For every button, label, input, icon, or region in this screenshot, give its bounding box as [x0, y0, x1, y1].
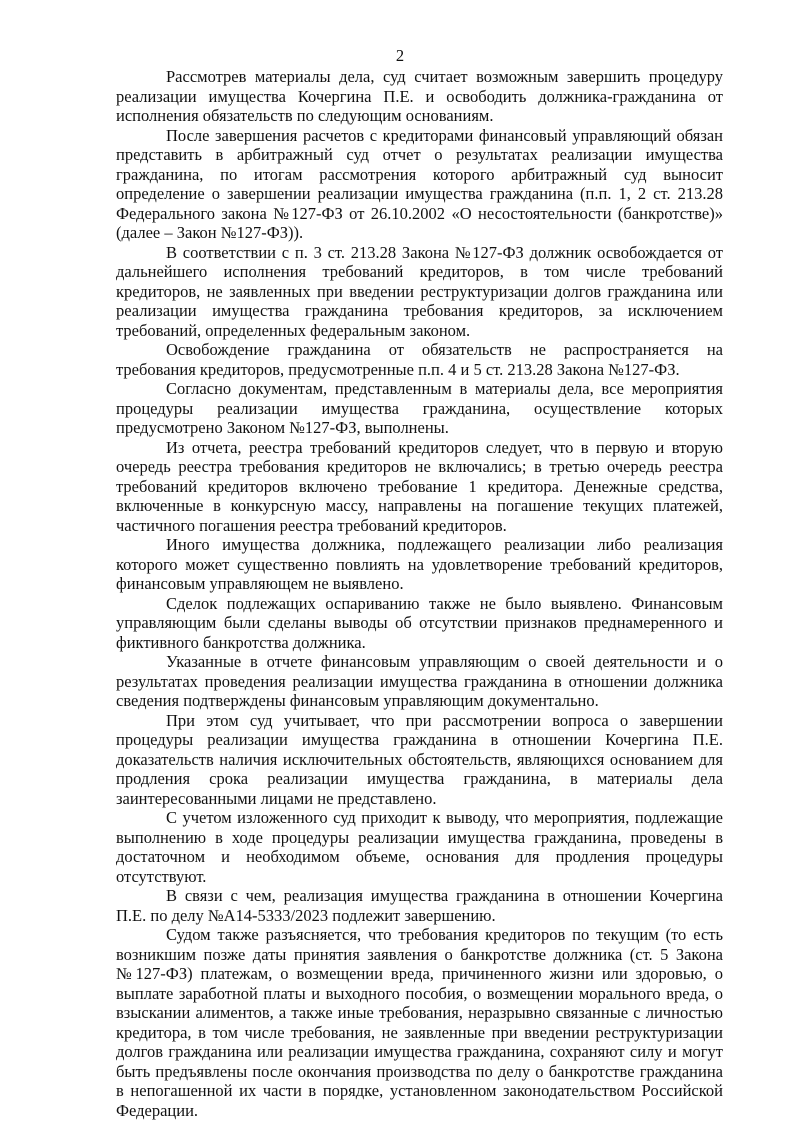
- paragraph: Освобождение гражданина от обязательств не распространяется на требования кредиторов, предусмотренные п.п. 4 и 5 ст. 213.28 Закона №127-ФЗ.: [116, 340, 723, 379]
- page-number: 2: [395, 46, 405, 65]
- document-body: [116, 67, 723, 1120]
- paragraph: С учетом изложенного суд приходит к выводу, что мероприятия, подлежащие выполнению в ходе процедуры реализации имущества гражданина, проведены в достаточном и необходимом объеме, основания для продления процедуры отсутствуют.: [116, 808, 723, 886]
- paragraph: В соответствии с п. 3 ст. 213.28 Закона №127-ФЗ должник освобождается от дальнейшего исполнения требований кредиторов, в том числе требований кредиторов, не заявленных при введении реструктуризации долгов гражданина или реализации имущества гражданина требования кредиторов, за исключением требований, определенных федеральным законом.: [116, 242, 723, 340]
- paragraph: Указанные в отчете финансовым управляющим о своей деятельности и о результатах проведения реализации имущества гражданина в отношении должника сведения подтверждены финансовым управляющим документально.: [116, 652, 723, 710]
- paragraph: Из отчета, реестра требований кредиторов следует, что в первую и вторую очередь реестра требования кредиторов не включались; в третью очередь реестра требований кредиторов включено требование 1 кредитора. Денежные средства, включенные в конкурсную массу, направлены на погашение текущих платежей, частичного погашения реестра требований кредиторов.: [116, 437, 723, 535]
- paragraph: При этом суд учитывает, что при рассмотрении вопроса о завершении процедуры реализации имущества гражданина в отношении Кочергина П.Е. доказательств наличия исключительных обстоятельств, являющихся основанием для продления срока реализации имущества гражданина, в материалы дела заинтересованными лицами не представлено.: [116, 710, 723, 808]
- paragraph: Согласно документам, представленным в материалы дела, все мероприятия процедуры реализации имущества гражданина, осуществление которых предусмотрено Законом №127-ФЗ, выполнены.: [116, 379, 723, 437]
- paragraph: Судом также разъясняется, что требования кредиторов по текущим (то есть возникшим позже даты принятия заявления о банкротстве должника (ст. 5 Закона №127-ФЗ) платежам, о возмещении вреда, причиненного жизни или здоровью, о выплате заработной платы и выходного пособия, о возмещении морального вреда, о взыскании алиментов, а также иные требования, неразрывно связанные с личностью кредитора, в том числе требования, не заявленные при введении реструктуризации долгов гражданина или реализации имущества гражданина, сохраняют силу и могут быть предъявлены после окончания производства по делу о банкротстве гражданина в непогашенной их части в порядке, установленном законодательством Российской Федерации.: [116, 925, 723, 1120]
- paragraph: Сделок подлежащих оспариванию также не было выявлено. Финансовым управляющим были сделаны выводы об отсутствии признаков преднамеренного и фиктивного банкротства должника.: [116, 593, 723, 652]
- paragraph: В связи с чем, реализация имущества гражданина в отношении Кочергина П.Е. по делу №А14-5333/2023 подлежит завершению.: [116, 886, 723, 925]
- paragraph: Иного имущества должника, подлежащего реализации либо реализация которого может существенно повлиять на удовлетворение требований кредиторов, финансовым управляющем не выявлено.: [116, 535, 723, 593]
- paragraph: После завершения расчетов с кредиторами финансовый управляющий обязан представить в арбитражный суд отчет о результатах реализации имущества гражданина, по итогам рассмотрения которого арбитражный суд выносит определение о завершении реализации имущества гражданина (п.п. 1, 2 ст. 213.28 Федерального закона №127-ФЗ от 26.10.2002 «О несостоятельности (банкротстве)» (далее – Закон №127-ФЗ)).: [116, 125, 723, 242]
- paragraph: Рассмотрев материалы дела, суд считает возможным завершить процедуру реализации имущества Кочергина П.Е. и освободить должника-гражданина от исполнения обязательств по следующим основаниям.: [116, 67, 723, 125]
